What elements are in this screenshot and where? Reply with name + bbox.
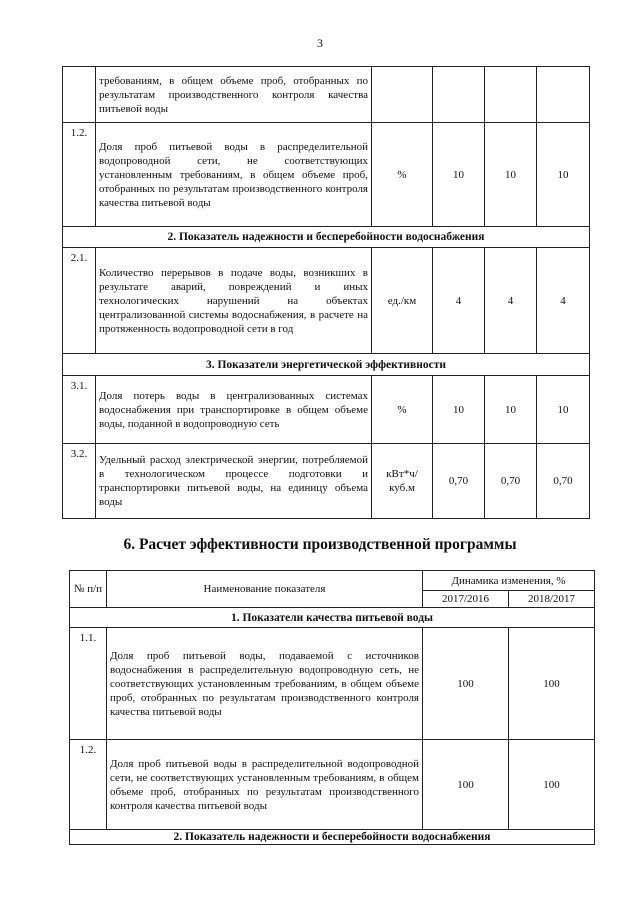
value-cell: 4 — [433, 248, 485, 354]
table-row — [63, 67, 590, 123]
section-heading: 3. Показатели энергетической эффективности — [63, 354, 590, 376]
value-cell: 10 — [485, 123, 537, 227]
value-cell: 0,70 — [537, 444, 590, 519]
unit-cell: кВт*ч/ куб.м — [372, 444, 433, 519]
value-cell: 4 — [485, 248, 537, 354]
header-period: 2018/2017 — [509, 591, 595, 608]
table-row — [70, 740, 595, 830]
header-row — [70, 571, 595, 591]
indicator-text: Доля проб питьевой воды в распределительной водопроводной сети, не соответствующих установленным требованиям, в общем объеме проб, отобранных по результатам производственного контроля качества питьевой воды — [96, 123, 372, 227]
unit-cell: % — [372, 123, 433, 227]
value-cell: 100 — [509, 628, 595, 740]
value-cell — [433, 67, 485, 123]
indicator-text: Количество перерывов в подаче воды, возникших в результате аварий, повреждений и иных технологических нарушений на объектах централизованной системы водоснабжения, в расчете на протяженность водопроводной сети в год — [96, 248, 372, 354]
value-cell: 10 — [433, 123, 485, 227]
row-number — [63, 67, 96, 123]
row-number: 3.1. — [63, 376, 96, 444]
value-cell — [485, 67, 537, 123]
row-number: 1.2. — [70, 740, 107, 830]
value-cell: 100 — [509, 740, 595, 830]
indicator-text: Доля проб питьевой воды, подаваемой с источников водоснабжения в распределительную водопроводную сеть, не соответствующих установленным требованиям, в общем объеме проб, отобранных по результатам производственного контроля качества питьевой воды — [107, 628, 423, 740]
section-6-title: 6. Расчет эффективности производственной программы — [123, 536, 517, 553]
section-row — [70, 608, 595, 628]
table-row — [63, 376, 590, 444]
value-cell: 10 — [485, 376, 537, 444]
value-cell — [537, 67, 590, 123]
unit-cell — [372, 67, 433, 123]
section-row — [70, 830, 595, 845]
value-cell: 0,70 — [485, 444, 537, 519]
header-name: Наименование показателя — [107, 571, 423, 608]
row-number: 2.1. — [63, 248, 96, 354]
unit-cell: ед./км — [372, 248, 433, 354]
value-cell: 10 — [537, 376, 590, 444]
table-row — [63, 248, 590, 354]
indicator-text: Удельный расход электрической энергии, потребляемой в технологическом процессе подготовки и транспортировки питьевой воды, на единицу объема воды — [96, 444, 372, 519]
value-cell: 100 — [423, 740, 509, 830]
section-row — [63, 227, 590, 248]
section-heading: 2. Показатель надежности и бесперебойности водоснабжения — [63, 227, 590, 248]
header-num: № п/п — [70, 571, 107, 608]
indicator-text: Доля проб питьевой воды в распределительной водопроводной сети, не соответствующих установленным требованиям, в общем объеме проб, отобранных по результатам производственного контроля качества питьевой воды — [107, 740, 423, 830]
indicators-table — [62, 66, 590, 519]
table-row — [70, 628, 595, 740]
row-number: 3.2. — [63, 444, 96, 519]
section-heading: 2. Показатель надежности и бесперебойности водоснабжения — [70, 830, 595, 845]
section-row — [63, 354, 590, 376]
row-number: 1.1. — [70, 628, 107, 740]
section-heading: 1. Показатели качества питьевой воды — [70, 608, 595, 628]
value-cell: 0,70 — [433, 444, 485, 519]
table-row — [63, 123, 590, 227]
indicator-text: Доля потерь воды в централизованных системах водоснабжения при транспортировке в общем объеме воды, поданной в водопроводную сеть — [96, 376, 372, 444]
value-cell: 10 — [433, 376, 485, 444]
value-cell: 4 — [537, 248, 590, 354]
value-cell: 100 — [423, 628, 509, 740]
table-row — [63, 444, 590, 519]
efficiency-table — [69, 570, 595, 845]
header-dynamics: Динамика изменения, % — [423, 571, 595, 591]
row-number: 1.2. — [63, 123, 96, 227]
header-period: 2017/2016 — [423, 591, 509, 608]
value-cell: 10 — [537, 123, 590, 227]
indicator-text: требованиям, в общем объеме проб, отобранных по результатам производственного контроля качества питьевой воды — [96, 67, 372, 123]
unit-cell: % — [372, 376, 433, 444]
page-number: 3 — [317, 36, 323, 50]
